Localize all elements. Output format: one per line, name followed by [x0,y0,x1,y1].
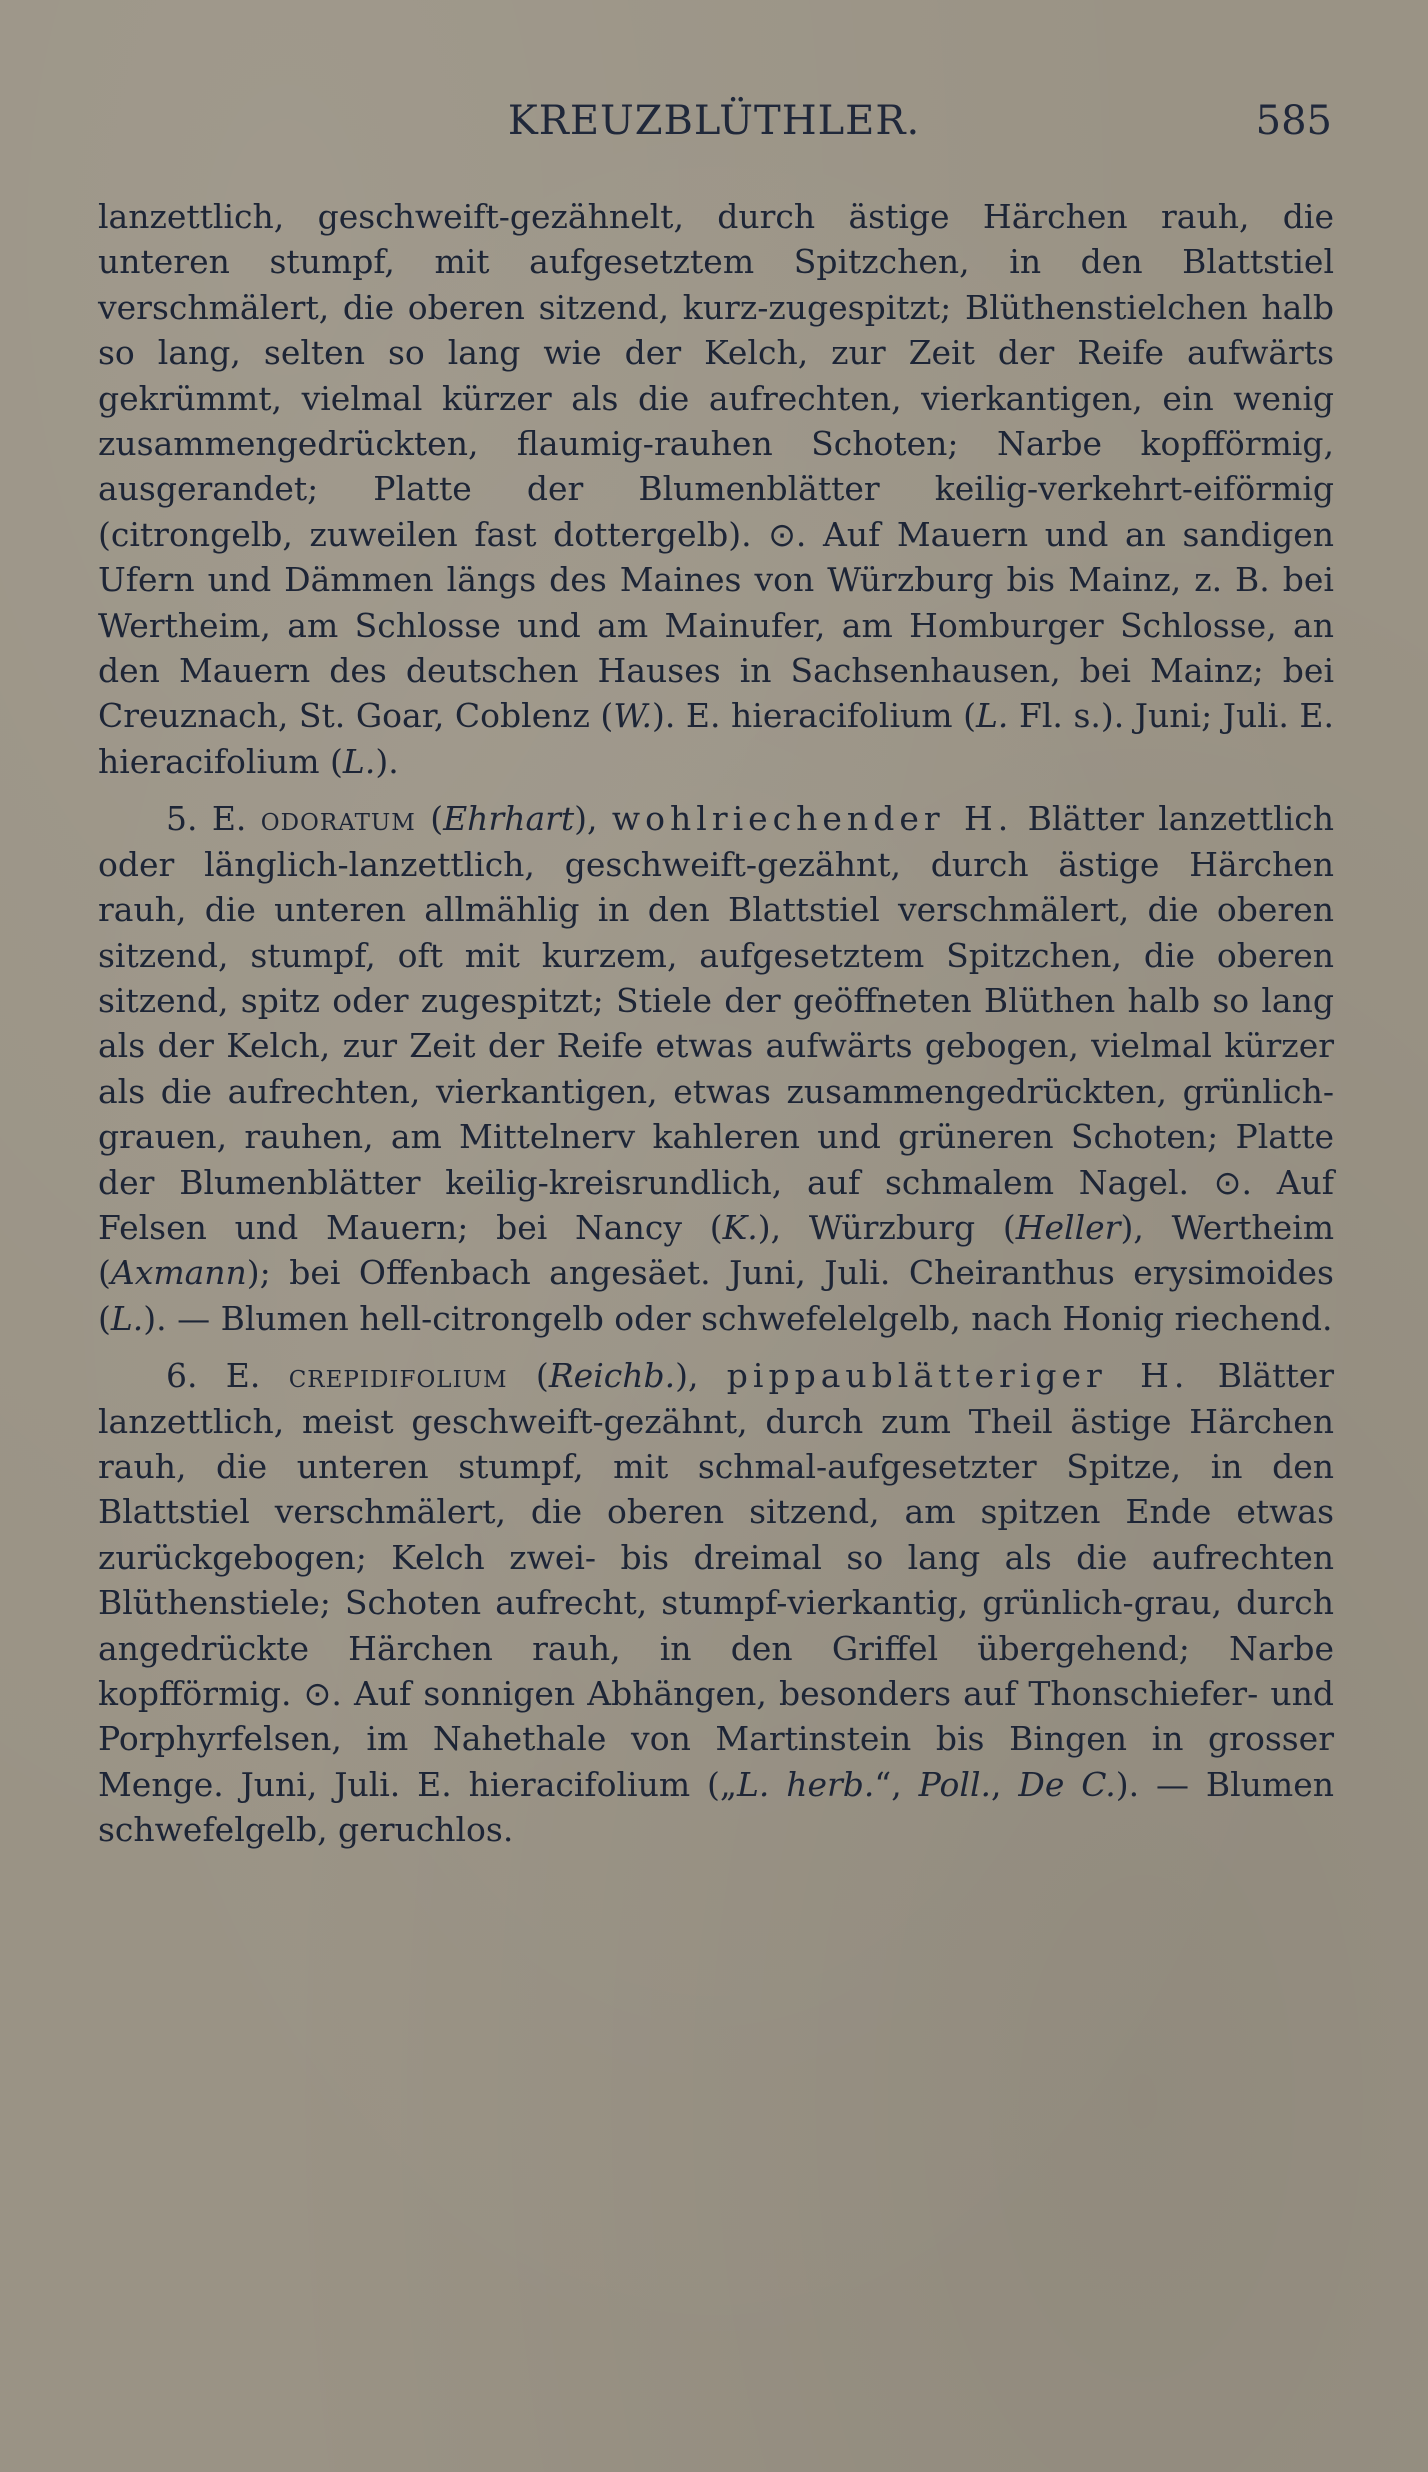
text-span: Blätter lanzettlich oder länglich-lanzettlich, geschweift-gezähnt, durch ästige Härchen rauh, die unteren allmählig in den Blattstiel verschmälert, die oberen sitzend, stumpf, oft mit kurzem, aufgesetztem Spitzchen, die oberen sitzend, spitz oder zugespitzt; Stiele der geöffneten Blüthen halb so lang als der Kelch, zur Zeit der Reife etwas aufwärts gebogen, vielmal kürzer als die aufrechten, vierkantigen, etwas zusammengedrückten, grünlich-grauen, rauhen, am Mittelnerv kahleren und grüneren Schoten; Platte der Blumenblätter keilig-kreisrundlich, auf schmalem Nagel. [98,799,1334,1202]
text-span: Reichb. [548,1356,676,1396]
text-span: , [991,1764,1019,1804]
paragraph-erysimum-hieracifolium-continuation [98,194,1334,784]
text-span: ). [375,741,399,781]
body-text [98,194,1334,1853]
text-span: L. herb. [736,1764,875,1804]
text-span: ), [675,1356,727,1396]
text-span: . Auf Mauern und an sandigen Ufern und Dämmen längs des Maines von Würzburg bis Mainz, z. B. bei Wertheim, am Schlosse und am Mainufer, am Homburger Schlosse, an den Mauern des deutschen Hauses in Sachsenhausen, bei Mainz; bei Creuznach, St. Goar, Coblenz ( [98,514,1334,736]
text-span: ( [415,799,444,839]
annual-plant-symbol-icon: ⊙ [303,1674,332,1713]
running-title: KREUZBLÜTHLER. [507,98,921,144]
text-span: . Auf Felsen und Mauern; bei Nancy ( [98,1162,1334,1247]
text-span: 6. E. [166,1356,289,1396]
text-span: ( [507,1356,549,1396]
text-span: Ehrhart [443,799,575,839]
text-span: ). — Blumen schwefelgelb, geruchlos. [98,1764,1334,1850]
text-span: W. [613,696,652,736]
text-span: ); bei Offenbach angesäet. Juni, Juli. Cheiranthus erysimoides ( [98,1253,1334,1338]
text-span: Blätter lanzettlich, meist geschweift-gezähnt, durch zum Theil ästige Härchen rauh, die unteren stumpf, mit schmal-aufgesetzter Spitze, in den Blattstiel verschmälert, die oberen sitzend, am spitzen Ende etwas zurückgebogen; Kelch zwei- bis dreimal so lang als die aufrechten Blüthenstiele; Schoten aufrecht, stumpf-vierkantig, grünlich-grau, durch angedrückte Härchen rauh, in den Griffel übergehend; Narbe kopfförmig. [98,1356,1335,1713]
text-span: odoratum [260,799,416,839]
text-span: K. [722,1207,758,1247]
annual-plant-symbol-icon: ⊙ [768,514,796,554]
text-span: Poll. [918,1764,991,1804]
text-span: Axmann [110,1253,247,1293]
text-span: ). — Blumen hell-citrongelb oder schwefelelgelb, nach Honig riechend. [143,1298,1333,1338]
text-span: L. [342,741,376,781]
text-span: ), Würzburg ( [757,1207,1016,1247]
running-header [96,98,1332,158]
text-span: ), Wertheim ( [98,1207,1334,1293]
text-span: L. [110,1298,144,1338]
paragraph-erysimum-odoratum [98,796,1334,1341]
annual-plant-symbol-icon: ⊙ [1213,1162,1242,1202]
text-span: Fl. s.). Juni; Juli. E. hieracifolium ( [98,696,1334,781]
paragraph-erysimum-crepidifolium [98,1353,1334,1852]
text-span: L. [976,696,1009,736]
text-span: “, [874,1764,919,1804]
text-span: ). E. hieracifolium ( [651,696,976,736]
page-number: 585 [1255,98,1332,144]
text-span: pippaublätteriger H. [726,1356,1190,1396]
text-span: lanzettlich, geschweift-gezähnelt, durch ästige Härchen rauh, die unteren stumpf, mit aufgesetztem Spitzchen, in den Blattstiel verschmälert, die oberen sitzend, kurz-zugespitzt; Blüthenstielchen halb so lang, selten so lang wie der Kelch, zur Zeit der Reife aufwärts gekrümmt, vielmal kürzer als die aufrechten, vierkantigen, ein wenig zusammengedrückten, flaumig-rauhen Schoten; Narbe kopfförmig, ausgerandet; Platte der Blumenblätter keilig-verkehrt-eiförmig (citrongelb, zuweilen fast dottergelb). [98,197,1334,554]
text-span: 5. E. [166,799,261,839]
text-span: Heller [1015,1207,1121,1247]
text-span: . Auf sonnigen Abhängen, besonders auf Thonschiefer- und Porphyrfelsen, im Nahethale von Martinstein bis Bingen in grosser Menge. Juni, Juli. E. hieracifolium („ [98,1674,1334,1804]
text-span: crepidifolium [288,1356,508,1396]
text-span: wohlriechender H. [611,799,1014,839]
text-span: ), [574,799,612,839]
text-span: De C. [1018,1764,1116,1804]
